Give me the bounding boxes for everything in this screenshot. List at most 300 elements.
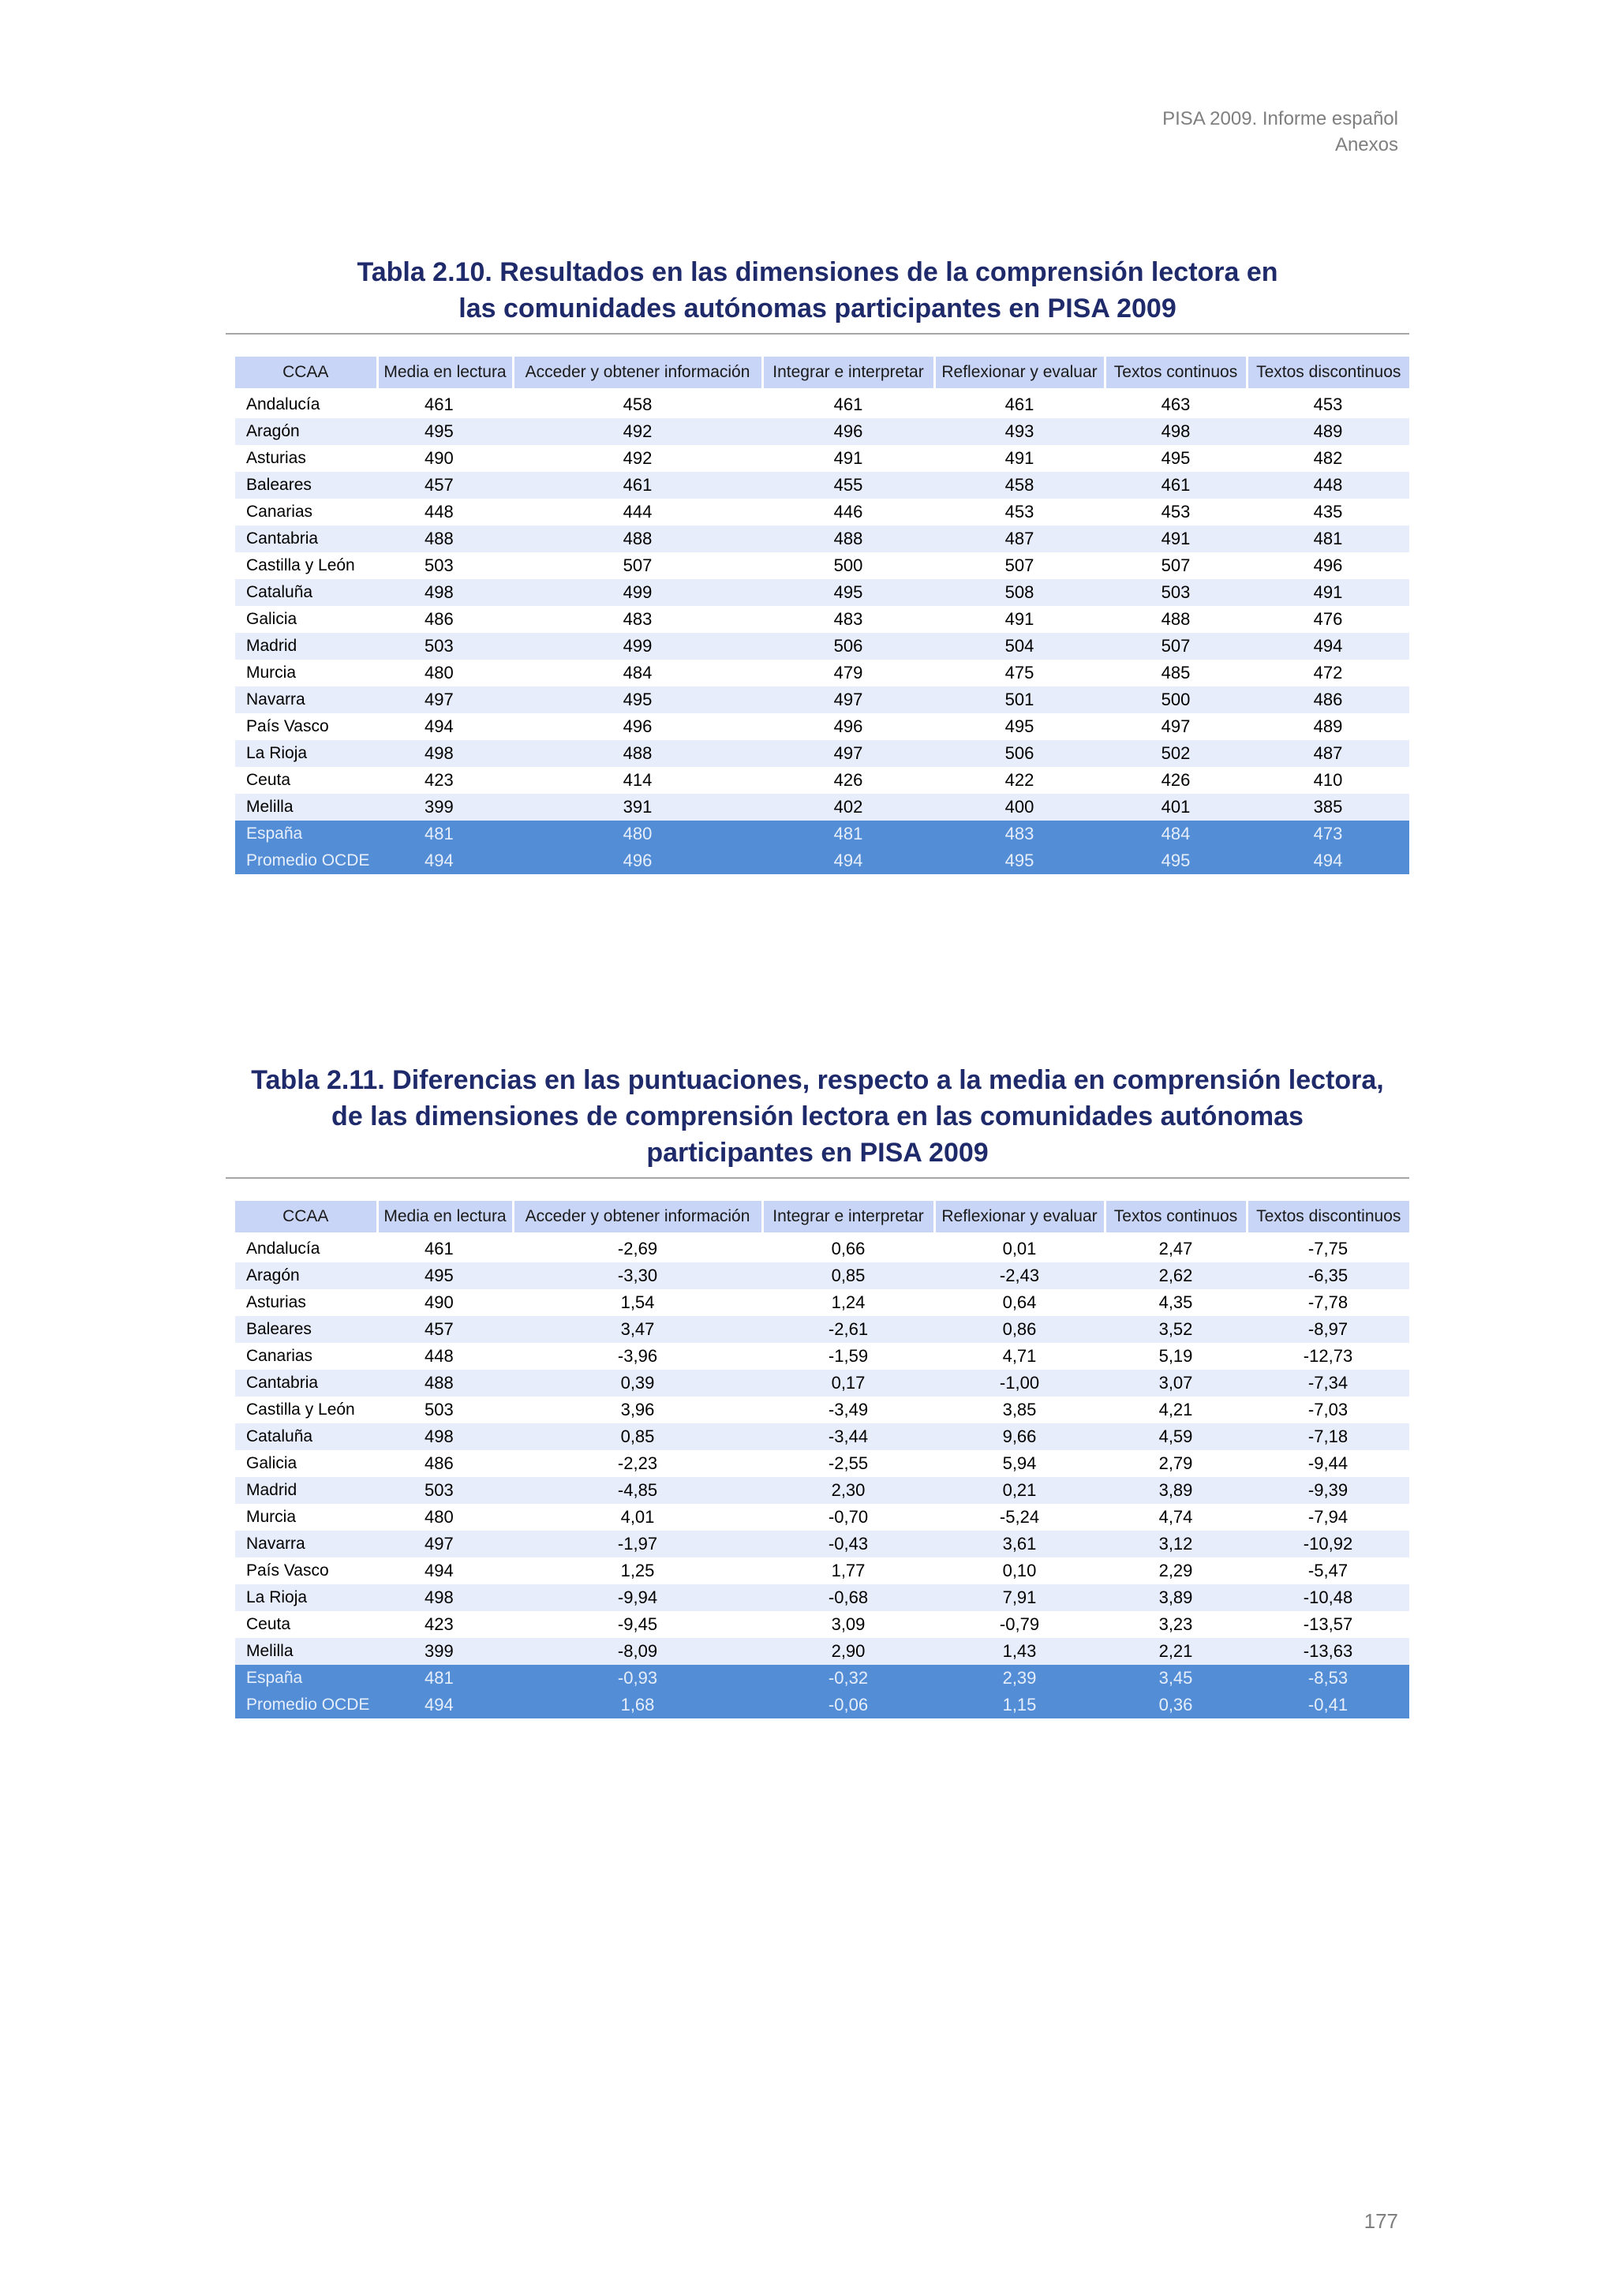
table-cell: 0,01 [1002, 1239, 1037, 1258]
table-cell: -5,47 [1307, 1561, 1349, 1580]
summary-row [235, 821, 1409, 847]
table-cell: 1,77 [831, 1561, 866, 1580]
table-cell: 414 [623, 770, 653, 790]
table-cell: -0,43 [762, 1531, 934, 1557]
table-cell: -8,09 [513, 1638, 762, 1665]
table-row [235, 1343, 1409, 1370]
table-cell: 3,12 [1105, 1531, 1247, 1557]
table-cell: 448 [425, 502, 454, 522]
table-cell: 494 [1247, 847, 1409, 874]
table-cell: 484 [1105, 821, 1247, 847]
table-row [235, 499, 1409, 525]
table-cell: 457 [377, 1316, 513, 1343]
table-header-row [235, 357, 1409, 388]
table-cell: 2,62 [1105, 1262, 1247, 1289]
table-cell: 483 [833, 609, 863, 629]
table-cell: 483 [623, 609, 653, 629]
table-cell: 490 [425, 448, 454, 468]
table-row [235, 418, 1409, 445]
table-cell: 496 [1313, 555, 1343, 575]
region-name: Castilla y León [246, 556, 355, 574]
table-cell: -3,30 [513, 1262, 762, 1289]
table-cell: 3,09 [831, 1614, 866, 1634]
region-name: Navarra [235, 686, 377, 713]
column-header: Integrar e interpretar [762, 1201, 934, 1232]
column-header: Textos continuos [1105, 1201, 1247, 1232]
table-cell: 496 [623, 716, 653, 736]
table-cell: 0,86 [934, 1316, 1105, 1343]
table-cell: 4,01 [620, 1507, 655, 1527]
region-name: Andalucía [246, 395, 320, 413]
table-cell: -2,61 [762, 1316, 934, 1343]
table-row [235, 388, 1409, 418]
column-header: Textos discontinuos [1247, 1201, 1409, 1232]
table-cell: 453 [1004, 502, 1034, 522]
header-line-1: PISA 2009. Informe español [1162, 108, 1398, 129]
region-name: Madrid [235, 633, 377, 660]
table-row [235, 1611, 1409, 1638]
table-cell: 493 [934, 418, 1105, 445]
table-header-row [235, 1201, 1409, 1232]
table-cell: -7,03 [1307, 1400, 1349, 1419]
table-cell: 2,79 [1158, 1453, 1193, 1473]
table-cell: 3,96 [620, 1400, 655, 1419]
table-cell: 481 [377, 821, 513, 847]
table-cell: 5,19 [1158, 1346, 1193, 1366]
table-cell: 488 [762, 525, 934, 552]
table-cell: -12,73 [1303, 1346, 1353, 1366]
table-cell: 1,43 [934, 1638, 1105, 1665]
table-cell: 1,24 [831, 1292, 866, 1312]
table-cell: 2,29 [1158, 1561, 1193, 1580]
table-row [235, 552, 1409, 579]
table-cell: 494 [425, 1561, 454, 1580]
table-cell: 488 [377, 525, 513, 552]
region-name: Murcia [246, 1508, 297, 1526]
table-cell: 453 [1313, 395, 1343, 414]
table-cell: 500 [1105, 686, 1247, 713]
table-cell: 481 [1247, 525, 1409, 552]
table-cell: 3,23 [1158, 1614, 1193, 1634]
table-cell: 2,39 [934, 1665, 1105, 1692]
table-cell: 0,64 [1002, 1292, 1037, 1312]
table-cell: 422 [1004, 770, 1034, 790]
table-cell: 495 [513, 686, 762, 713]
table-cell: 0,66 [831, 1239, 866, 1258]
title-line-3: participantes en PISA 2009 [646, 1138, 989, 1168]
header-line-2: Anexos [1334, 134, 1398, 155]
table-row [235, 740, 1409, 767]
table-cell: 444 [623, 502, 653, 522]
title-line-1: Tabla 2.11. Diferencias en las puntuaciones, respecto a la media en comprensión lectora, [251, 1065, 1384, 1095]
region-name: País Vasco [246, 717, 329, 735]
region-name: Murcia [246, 664, 297, 682]
table-cell: 461 [513, 472, 762, 499]
table-cell: 497 [377, 686, 513, 713]
table-cell: -0,79 [999, 1614, 1040, 1634]
region-name: Ceuta [246, 771, 291, 789]
table-row [235, 794, 1409, 821]
table-cell: -13,57 [1303, 1614, 1353, 1634]
table-cell: -13,63 [1247, 1638, 1409, 1665]
table-cell: 487 [934, 525, 1105, 552]
region-name: Galicia [246, 610, 297, 628]
table-row [235, 1232, 1409, 1262]
region-name: Andalucía [246, 1240, 320, 1258]
table-cell: 473 [1247, 821, 1409, 847]
table-cell: 498 [377, 1584, 513, 1611]
table-row [235, 445, 1409, 472]
table-cell: 3,47 [513, 1316, 762, 1343]
table-cell: 481 [377, 1665, 513, 1692]
table-cell: 4,35 [1158, 1292, 1193, 1312]
table-cell: 3,52 [1105, 1316, 1247, 1343]
table-cell: 500 [833, 555, 863, 575]
table-cell: 0,85 [762, 1262, 934, 1289]
region-name: Melilla [235, 794, 377, 821]
table-cell: 486 [425, 609, 454, 629]
table-cell: 385 [1247, 794, 1409, 821]
table-cell: 1,68 [513, 1692, 762, 1718]
table-cell: -10,92 [1247, 1531, 1409, 1557]
table-cell: 507 [1004, 555, 1034, 575]
table-cell: 4,71 [1002, 1346, 1037, 1366]
region-name: Canarias [246, 1347, 313, 1365]
table-cell: 3,85 [1002, 1400, 1037, 1419]
table-row [235, 1477, 1409, 1504]
region-name: Ceuta [246, 1615, 291, 1633]
table-cell: -2,23 [617, 1453, 658, 1473]
table-cell: -5,24 [999, 1507, 1040, 1527]
table-cell: 490 [425, 1292, 454, 1312]
table-cell: -9,45 [617, 1614, 658, 1634]
table-cell: 9,66 [934, 1423, 1105, 1450]
table-cell: 498 [377, 1423, 513, 1450]
region-name: Cataluña [235, 579, 377, 606]
title-line-1: Tabla 2.10. Resultados en las dimensiones de la comprensión lectora en [357, 257, 1278, 287]
table-cell: -1,00 [934, 1370, 1105, 1397]
table-cell: 495 [1004, 716, 1034, 736]
table-cell: 401 [1105, 794, 1247, 821]
table-cell: -2,55 [828, 1453, 869, 1473]
table-cell: 479 [833, 663, 863, 682]
table-cell: 0,21 [934, 1477, 1105, 1504]
table-cell: 423 [425, 770, 454, 790]
column-header: Acceder y obtener información [513, 357, 762, 388]
table-cell: 461 [1105, 472, 1247, 499]
table-cell: 507 [623, 555, 653, 575]
table-cell: 481 [762, 821, 934, 847]
summary-row [235, 1665, 1409, 1692]
table-row [235, 1504, 1409, 1531]
table-cell: -7,34 [1247, 1370, 1409, 1397]
table-cell: 423 [425, 1614, 454, 1634]
table-cell: -3,49 [828, 1400, 869, 1419]
table-cell: -8,97 [1247, 1316, 1409, 1343]
table-cell: 495 [934, 847, 1105, 874]
region-name: Madrid [235, 1477, 377, 1504]
table-row [235, 1397, 1409, 1423]
table-cell: 3,45 [1105, 1665, 1247, 1692]
column-header: Media en lectura [377, 1201, 513, 1232]
differences-table [235, 1201, 1409, 1718]
table-cell: 489 [1313, 716, 1343, 736]
table-cell: 498 [377, 740, 513, 767]
results-table [235, 357, 1409, 874]
table-cell: 503 [377, 633, 513, 660]
table-row [235, 1638, 1409, 1665]
region-name: España [235, 1665, 377, 1692]
column-header: Reflexionar y evaluar [934, 1201, 1105, 1232]
table-cell: 506 [934, 740, 1105, 767]
table-cell: 499 [513, 579, 762, 606]
table-cell: 455 [762, 472, 934, 499]
table-row [235, 1370, 1409, 1397]
table-cell: 488 [1161, 609, 1191, 629]
table-row [235, 1557, 1409, 1584]
table-cell: 3,61 [934, 1531, 1105, 1557]
region-name: Promedio OCDE [235, 1692, 377, 1718]
table-cell: 491 [1004, 448, 1034, 468]
table-cell: 494 [377, 1692, 513, 1718]
table-row [235, 1584, 1409, 1611]
table-cell: 2,21 [1105, 1638, 1247, 1665]
table-row [235, 1423, 1409, 1450]
table-cell: -10,48 [1247, 1584, 1409, 1611]
table-cell: 3,89 [1105, 1584, 1247, 1611]
table-row [235, 579, 1409, 606]
table-cell: 426 [1161, 770, 1191, 790]
table-cell: 496 [762, 418, 934, 445]
table-cell: 491 [1004, 609, 1034, 629]
table-cell: -6,35 [1247, 1262, 1409, 1289]
table-cell: 498 [1105, 418, 1247, 445]
table-cell: -3,44 [762, 1423, 934, 1450]
table-cell: 497 [762, 740, 934, 767]
region-name: Melilla [235, 1638, 377, 1665]
table-cell: 495 [377, 418, 513, 445]
table-cell: 482 [1313, 448, 1343, 468]
table-cell: 494 [762, 847, 934, 874]
table-cell: 494 [377, 847, 513, 874]
table-cell: -7,75 [1307, 1239, 1349, 1258]
table-title [226, 1062, 1409, 1171]
table-cell: 1,54 [620, 1292, 655, 1312]
table-cell: 410 [1313, 770, 1343, 790]
table-cell: 2,90 [762, 1638, 934, 1665]
table-cell: 3,07 [1105, 1370, 1247, 1397]
table-cell: 497 [1161, 716, 1191, 736]
table-cell: 489 [1247, 418, 1409, 445]
table-cell: 1,15 [934, 1692, 1105, 1718]
table-row [235, 767, 1409, 794]
table-cell: -0,41 [1247, 1692, 1409, 1718]
table-cell: 461 [833, 395, 863, 414]
table-cell: 486 [1247, 686, 1409, 713]
table-cell: -0,68 [762, 1584, 934, 1611]
table-cell: 495 [1105, 847, 1247, 874]
table-cell: 507 [1105, 633, 1247, 660]
table-cell: 491 [833, 448, 863, 468]
table-cell: 463 [1161, 395, 1191, 414]
table-cell: 461 [1004, 395, 1034, 414]
table-cell: 498 [377, 579, 513, 606]
region-name: Canarias [246, 503, 313, 521]
region-name: España [235, 821, 377, 847]
table-cell: 0,36 [1105, 1692, 1247, 1718]
column-header: Textos discontinuos [1247, 357, 1409, 388]
title-line-2: las comunidades autónomas participantes en PISA 2009 [458, 294, 1176, 323]
table-cell: 461 [425, 1239, 454, 1258]
table-cell: 491 [1247, 579, 1409, 606]
title-rule [226, 333, 1409, 335]
table-cell: 507 [1161, 555, 1191, 575]
table-cell: 0,10 [1002, 1561, 1037, 1580]
table-cell: 488 [513, 525, 762, 552]
table-cell: 2,30 [762, 1477, 934, 1504]
table-cell: 0,85 [513, 1423, 762, 1450]
table-cell: 499 [513, 633, 762, 660]
table-cell: -1,97 [513, 1531, 762, 1557]
table-cell: -2,43 [934, 1262, 1105, 1289]
table-cell: 502 [1105, 740, 1247, 767]
table-cell: 458 [623, 395, 653, 414]
table-cell: 496 [833, 716, 863, 736]
table-cell: 487 [1247, 740, 1409, 767]
table-row [235, 606, 1409, 633]
region-name: Galicia [246, 1454, 297, 1472]
table-cell: 448 [425, 1346, 454, 1366]
table-cell: 484 [623, 663, 653, 682]
column-header: CCAA [235, 357, 377, 388]
region-name: Aragón [235, 1262, 377, 1289]
table-cell: 492 [513, 418, 762, 445]
table-cell: 475 [1004, 663, 1034, 682]
table-cell: 2,47 [1158, 1239, 1193, 1258]
region-name: Asturias [246, 449, 306, 467]
table-row [235, 1531, 1409, 1557]
table-cell: 494 [1247, 633, 1409, 660]
table-cell: -9,94 [513, 1584, 762, 1611]
table-cell: 497 [377, 1531, 513, 1557]
region-name: Asturias [246, 1293, 306, 1311]
region-name: Castilla y León [246, 1400, 355, 1419]
region-name: Cataluña [235, 1423, 377, 1450]
table-cell: 1,25 [620, 1561, 655, 1580]
table-row [235, 525, 1409, 552]
table-cell: -2,69 [617, 1239, 658, 1258]
table-cell: 4,21 [1158, 1400, 1193, 1419]
table-cell: -7,78 [1307, 1292, 1349, 1312]
column-header: Acceder y obtener información [513, 1201, 762, 1232]
table-cell: 508 [934, 579, 1105, 606]
table-cell: 457 [377, 472, 513, 499]
table-cell: 7,91 [934, 1584, 1105, 1611]
region-name: Baleares [235, 1316, 377, 1343]
table-body [235, 1232, 1409, 1718]
table-cell: -8,53 [1247, 1665, 1409, 1692]
table-cell: -7,18 [1247, 1423, 1409, 1450]
table-cell: 0,39 [513, 1370, 762, 1397]
region-name: Cantabria [235, 1370, 377, 1397]
table-cell: 495 [1161, 448, 1191, 468]
table-cell: 503 [377, 1477, 513, 1504]
region-name: La Rioja [235, 1584, 377, 1611]
table-cell: 503 [425, 1400, 454, 1419]
table-cell: -7,94 [1307, 1507, 1349, 1527]
table-cell: 4,59 [1105, 1423, 1247, 1450]
table-cell: -0,70 [828, 1507, 869, 1527]
table-cell: -0,93 [513, 1665, 762, 1692]
region-name: Aragón [235, 418, 377, 445]
table-cell: 494 [425, 716, 454, 736]
table-cell: 480 [425, 663, 454, 682]
page-number: 177 [1364, 2209, 1398, 2233]
table-row [235, 686, 1409, 713]
table-cell: 480 [513, 821, 762, 847]
table-cell: -0,06 [762, 1692, 934, 1718]
table-cell: 483 [934, 821, 1105, 847]
table-title [226, 254, 1409, 327]
title-line-2: de las dimensiones de comprensión lectora en las comunidades autónomas [331, 1101, 1304, 1131]
table-cell: 400 [934, 794, 1105, 821]
table-row [235, 472, 1409, 499]
table-cell: -9,39 [1247, 1477, 1409, 1504]
table-cell: 504 [934, 633, 1105, 660]
table-cell: 488 [513, 740, 762, 767]
table-cell: 503 [425, 555, 454, 575]
region-name: País Vasco [246, 1561, 329, 1580]
table-cell: 435 [1313, 502, 1343, 522]
table-cell: 491 [1105, 525, 1247, 552]
table-cell: 0,17 [762, 1370, 934, 1397]
table-cell: 4,74 [1158, 1507, 1193, 1527]
region-name: Baleares [235, 472, 377, 499]
summary-row [235, 847, 1409, 874]
column-header: Reflexionar y evaluar [934, 357, 1105, 388]
table-cell: -4,85 [513, 1477, 762, 1504]
table-cell: 391 [513, 794, 762, 821]
summary-row [235, 1692, 1409, 1718]
table-row [235, 1316, 1409, 1343]
table-cell: 503 [1105, 579, 1247, 606]
table-cell: 506 [762, 633, 934, 660]
table-cell: 5,94 [1002, 1453, 1037, 1473]
table-cell: 495 [762, 579, 934, 606]
table-cell: 426 [833, 770, 863, 790]
table-cell: 446 [833, 502, 863, 522]
table-cell: 3,89 [1105, 1477, 1247, 1504]
column-header: CCAA [235, 1201, 377, 1232]
table-cell: 399 [377, 794, 513, 821]
table-cell: 458 [934, 472, 1105, 499]
table-row [235, 633, 1409, 660]
table-cell: 453 [1161, 502, 1191, 522]
column-header: Integrar e interpretar [762, 357, 934, 388]
table-cell: 402 [762, 794, 934, 821]
table-cell: 448 [1247, 472, 1409, 499]
table-row [235, 713, 1409, 740]
region-name: Navarra [235, 1531, 377, 1557]
column-header: Media en lectura [377, 357, 513, 388]
table-cell: 461 [425, 395, 454, 414]
table-cell: 486 [425, 1453, 454, 1473]
table-cell: 492 [623, 448, 653, 468]
column-header: Textos continuos [1105, 357, 1247, 388]
table-cell: -1,59 [828, 1346, 869, 1366]
region-name: Cantabria [235, 525, 377, 552]
table-cell: 496 [513, 847, 762, 874]
